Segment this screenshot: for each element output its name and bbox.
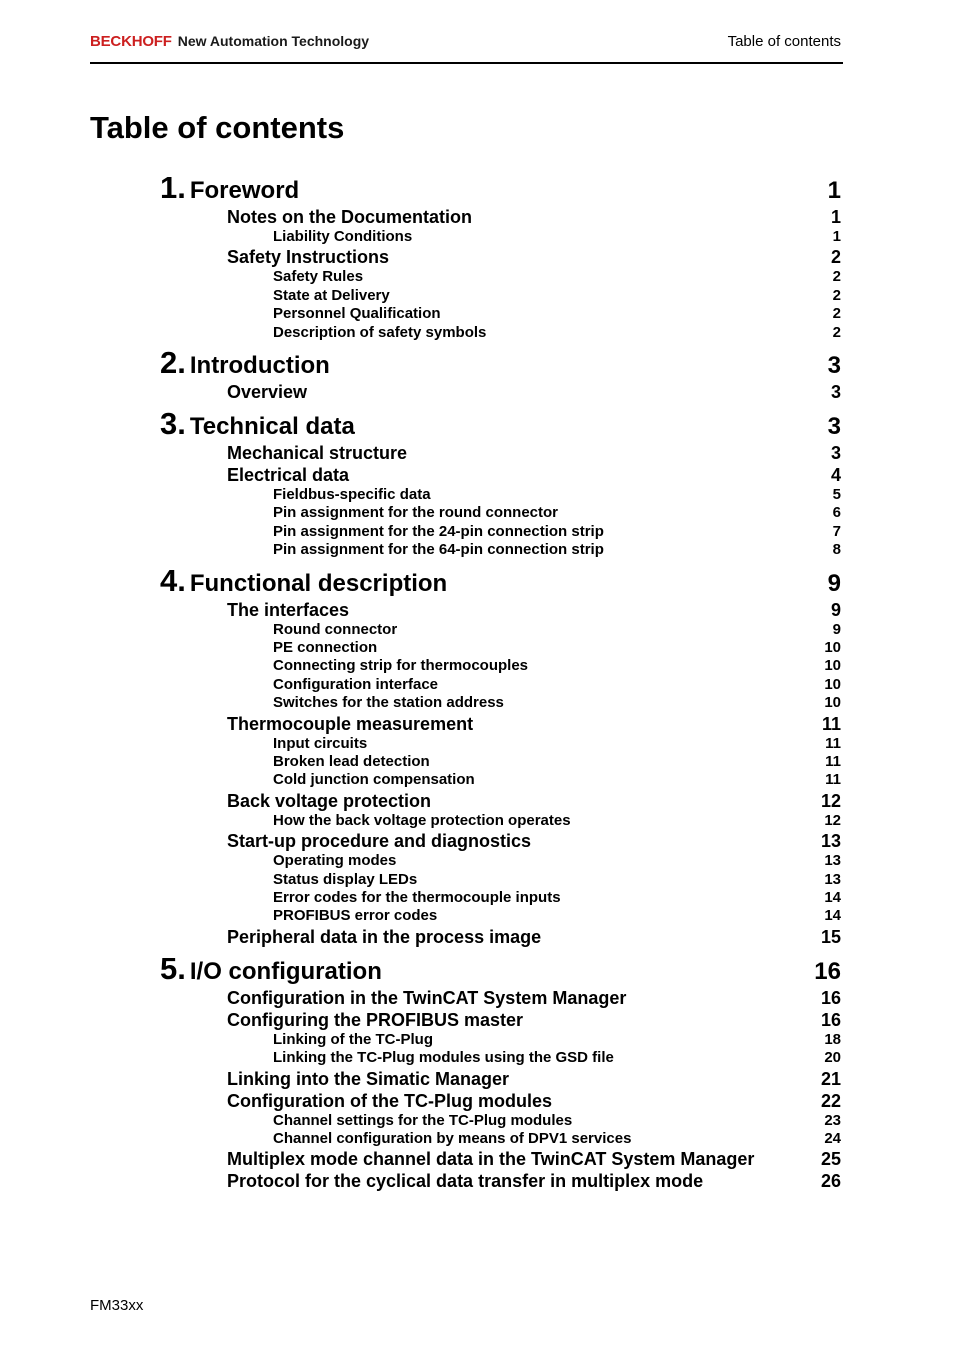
toc-entry-level-2[interactable] [0, 987, 954, 1009]
toc-entry-level-2[interactable] [0, 790, 954, 812]
toc-entry-page-number: 2 [832, 323, 841, 341]
toc-entry-level-3[interactable] [0, 753, 954, 771]
toc-entry-label [160, 345, 330, 381]
toc-entry-level-2[interactable] [0, 830, 954, 852]
toc-entry-label: The interfaces [227, 599, 350, 620]
toc-entry-page-number: 21 [820, 1068, 841, 1089]
toc-entry-page-number: 2 [832, 286, 841, 304]
toc-entry-label: How the back voltage protection operates [273, 811, 571, 829]
toc-entry-level-3[interactable] [0, 287, 954, 305]
toc-entry-level-2[interactable] [0, 713, 954, 735]
toc-entry-label: PROFIBUS error codes [273, 907, 438, 925]
toc-entry-page-number: 9 [827, 569, 841, 597]
toc-entry-label: Back voltage protection [227, 790, 432, 811]
toc-entry-page-number: 11 [821, 713, 841, 734]
toc-entry-level-2[interactable] [0, 1170, 954, 1192]
toc-entry-page-number: 14 [824, 889, 841, 906]
toc-entry-level-3[interactable] [0, 504, 954, 522]
toc-entry-page-number: 16 [814, 957, 841, 985]
toc-entry-level-3[interactable] [0, 676, 954, 694]
toc-entry-label: Peripheral data in the process image [227, 926, 542, 947]
toc-entry-label: Pin assignment for the round connector [273, 504, 559, 522]
toc-entry-label [160, 950, 382, 987]
toc-entry-page-number: 16 [820, 1009, 841, 1030]
toc-entry-label: Pin assignment for the 64-pin connection strip [273, 541, 604, 559]
toc-entry-page-number: 10 [824, 639, 841, 656]
toc-entry-label: Electrical data [227, 465, 350, 485]
toc-entry-page-number: 3 [827, 413, 841, 440]
toc-entry-label: Connecting strip for thermocouples [273, 657, 529, 675]
toc-entry-page-number: 22 [820, 1090, 841, 1111]
toc-entry-page-number: 11 [825, 734, 841, 752]
toc-entry-label: Protocol for the cyclical data transfer in multiplex mode [227, 1171, 704, 1192]
chapter-title: Technical data [189, 413, 355, 440]
toc-entry-level-3[interactable] [0, 871, 954, 889]
toc-entry-level-3[interactable] [0, 771, 954, 789]
toc-entry-label: Description of safety symbols [273, 323, 487, 341]
toc-entry-page-number: 15 [820, 926, 841, 947]
toc-entry-label: Linking the TC-Plug modules using the GSD file [273, 1049, 614, 1067]
toc-entry-label: Safety Rules [273, 268, 364, 286]
toc-entry-level-3[interactable] [0, 694, 954, 712]
toc-entry-page-number: 10 [824, 694, 841, 712]
toc-entry-page-number: 12 [820, 790, 841, 811]
toc-entry-page-number: 1 [830, 207, 841, 227]
toc-entry-label: Liability Conditions [273, 228, 413, 245]
toc-entry-label: Input circuits [273, 734, 368, 752]
chapter-title: Functional description [189, 569, 448, 597]
toc-entry-page-number: 2 [832, 268, 841, 286]
toc-entry-page-number: 10 [824, 675, 841, 693]
toc-entry-level-3[interactable] [0, 523, 954, 541]
toc-entry-level-2[interactable] [0, 1009, 954, 1031]
chapter-number: 1. [160, 170, 186, 205]
toc-entry-label: Broken lead detection [273, 753, 430, 770]
toc-entry-level-1[interactable] [0, 950, 954, 987]
toc-entry-label: Configuring the PROFIBUS master [227, 1009, 524, 1030]
toc-entry-level-3[interactable] [0, 639, 954, 657]
toc-entry-label [160, 170, 300, 206]
toc-entry-page-number: 23 [824, 1111, 841, 1129]
toc-entry-page-number: 3 [830, 443, 841, 463]
toc-entry-label: Configuration in the TwinCAT System Manager [227, 987, 627, 1008]
toc-entry-label: Multiplex mode channel data in the TwinCAT System Manager [227, 1149, 755, 1170]
chapter-title: Introduction [189, 352, 330, 379]
toc-entry-level-3[interactable] [0, 228, 954, 246]
toc-entry-level-3[interactable] [0, 1031, 954, 1049]
toc-entry-level-2[interactable] [0, 246, 954, 268]
toc-entry-page-number: 6 [832, 504, 841, 522]
header-section-title: Table of contents [727, 33, 841, 50]
toc-entry-label: Switches for the station address [273, 694, 504, 712]
toc-entry-level-3[interactable] [0, 621, 954, 639]
toc-entry-level-3[interactable] [0, 268, 954, 286]
toc-entry-level-3[interactable] [0, 324, 954, 342]
toc-entry-level-2[interactable] [0, 1068, 954, 1090]
toc-entry-label: Configuration interface [273, 675, 439, 693]
toc-entry-page-number: 18 [824, 1030, 841, 1048]
toc-entry-page-number: 2 [832, 305, 841, 323]
toc-entry-page-number: 7 [832, 522, 841, 540]
page-title: Table of contents [90, 110, 345, 145]
toc-entry-level-1[interactable] [0, 562, 954, 599]
toc-entry-level-2[interactable] [0, 442, 954, 464]
toc-entry-label: Pin assignment for the 24-pin connection strip [273, 522, 604, 540]
footer-doc-code: FM33xx [90, 1297, 144, 1314]
toc-entry-label: Start-up procedure and diagnostics [227, 831, 532, 852]
toc-entry-label: Linking into the Simatic Manager [227, 1068, 510, 1089]
toc-entry-page-number: 3 [830, 382, 841, 402]
toc-entry-level-3[interactable] [0, 812, 954, 830]
toc-entry-label: Channel configuration by means of DPV1 services [273, 1130, 632, 1147]
toc-entry-label: Configuration of the TC-Plug modules [227, 1090, 552, 1111]
toc-entry-page-number: 4 [830, 465, 841, 485]
toc-entry-label: Overview [227, 382, 308, 402]
toc-entry-level-3[interactable] [0, 541, 954, 559]
toc-entry-level-1[interactable] [0, 408, 954, 442]
toc-entry-label: Round connector [273, 620, 398, 638]
toc-entry-page-number: 24 [824, 1130, 841, 1147]
toc-entry-page-number: 2 [830, 247, 841, 268]
toc-entry-level-2[interactable] [0, 926, 954, 948]
chapter-title: I/O configuration [189, 957, 382, 985]
toc-entry-level-1[interactable] [0, 347, 954, 381]
toc-entry-page-number: 3 [827, 352, 841, 379]
toc-entry-level-2[interactable] [0, 1148, 954, 1170]
toc-entry-label: State at Delivery [273, 286, 390, 304]
toc-entry-level-3[interactable] [0, 1049, 954, 1067]
toc-entry-label: Fieldbus-specific data [273, 486, 431, 503]
toc-entry-level-3[interactable] [0, 735, 954, 753]
toc-entry-level-2[interactable] [0, 381, 954, 403]
toc-entry-page-number: 10 [824, 657, 841, 675]
toc-entry-page-number: 11 [825, 771, 841, 789]
toc-entry-page-number: 25 [820, 1149, 841, 1170]
toc-entry-label: Notes on the Documentation [227, 207, 473, 227]
toc-entry-level-2[interactable] [0, 1090, 954, 1112]
toc-entry-level-3[interactable] [0, 657, 954, 675]
chapter-number: 5. [160, 950, 186, 986]
toc-entry-level-3[interactable] [0, 1112, 954, 1130]
toc-entry-page-number: 13 [820, 831, 841, 852]
toc-entry-label: Mechanical structure [227, 443, 408, 463]
toc-entry-page-number: 11 [825, 753, 841, 770]
toc-entry-level-3[interactable] [0, 852, 954, 870]
chapter-number: 4. [160, 562, 186, 598]
toc-entry-page-number: 1 [832, 228, 841, 245]
toc-entry-label: Cold junction compensation [273, 771, 475, 789]
toc-entry-page-number: 14 [824, 907, 841, 925]
toc-entry-page-number: 26 [820, 1171, 841, 1192]
toc-entry-page-number: 20 [824, 1049, 841, 1067]
brand-name: BECKHOFF [90, 33, 172, 50]
toc-entry-level-2[interactable] [0, 464, 954, 486]
toc-entry-page-number: 12 [824, 811, 841, 829]
toc-entry-label: Linking of the TC-Plug [273, 1030, 433, 1048]
toc-entry-label: Status display LEDs [273, 870, 418, 888]
toc-entry-page-number: 9 [830, 599, 841, 620]
toc-entry-page-number: 9 [832, 620, 841, 638]
toc-entry-label: Safety Instructions [227, 247, 390, 268]
chapter-number: 3. [160, 406, 186, 441]
toc-entry-page-number: 16 [820, 987, 841, 1008]
toc-entry-level-1[interactable] [0, 172, 954, 206]
toc-entry-page-number: 1 [827, 177, 841, 204]
toc-entry-page-number: 13 [824, 852, 841, 870]
toc-entry-page-number: 8 [832, 541, 841, 559]
toc-entry-page-number: 5 [832, 486, 841, 503]
chapter-title: Foreword [189, 177, 300, 204]
toc-entry-level-3[interactable] [0, 305, 954, 323]
toc-entry-level-3[interactable] [0, 889, 954, 907]
toc-entry-label: Error codes for the thermocouple inputs [273, 889, 561, 906]
toc-entry-level-2[interactable] [0, 599, 954, 621]
toc-entry-label: Operating modes [273, 852, 397, 870]
toc-entry-level-3[interactable] [0, 486, 954, 504]
toc-entry-level-2[interactable] [0, 206, 954, 228]
toc-entry-level-3[interactable] [0, 907, 954, 925]
toc-entry-label: Personnel Qualification [273, 305, 441, 323]
toc-entry-label: Channel settings for the TC-Plug modules [273, 1111, 573, 1129]
toc-entry-label [160, 406, 355, 442]
chapter-number: 2. [160, 345, 186, 380]
toc-entry-label: PE connection [273, 639, 378, 656]
toc-entry-level-3[interactable] [0, 1130, 954, 1148]
toc-entry-label: Thermocouple measurement [227, 713, 474, 734]
toc-entry-page-number: 13 [824, 870, 841, 888]
brand-tagline: New Automation Technology [177, 33, 370, 49]
toc-entry-label [160, 562, 448, 599]
